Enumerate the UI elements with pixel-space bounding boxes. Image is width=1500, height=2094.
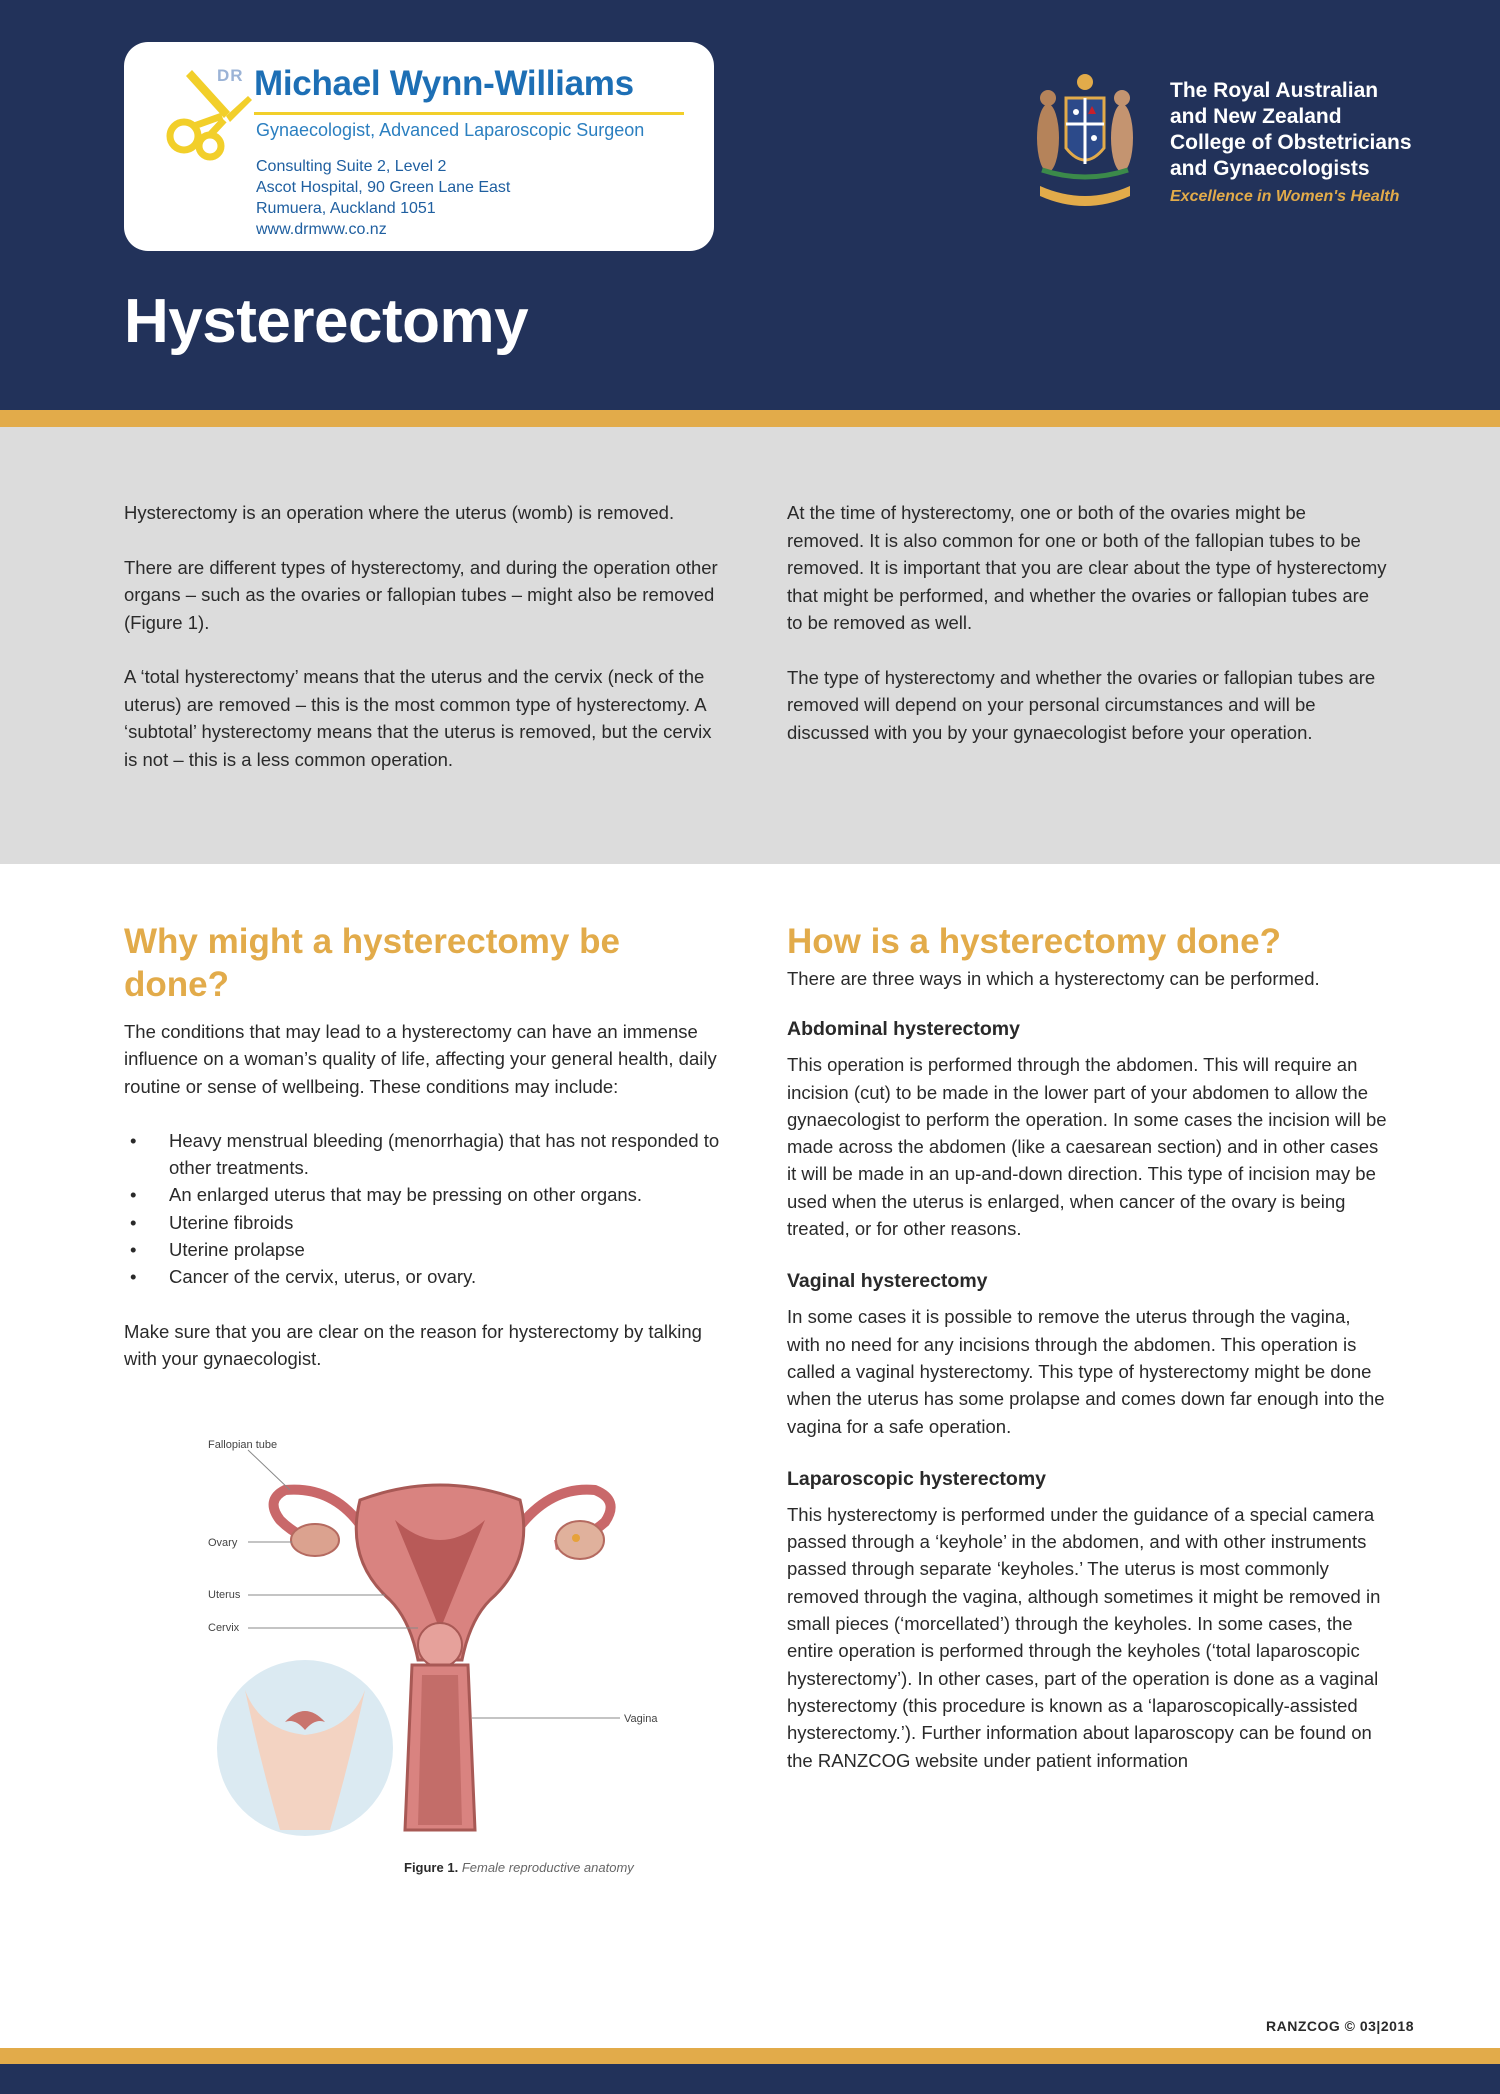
label-uterus: Uterus	[208, 1589, 241, 1601]
label-ovary: Ovary	[208, 1537, 238, 1549]
college-name-line: and New Zealand	[1170, 105, 1342, 128]
follicle	[572, 1534, 580, 1542]
why-intro: The conditions that may lead to a hysterectomy can have an immense influence on a woman’s quality of life, affecting your general health, daily routine or sense of wellbeing. These conditions may include:	[124, 1021, 717, 1097]
intro-panel	[0, 427, 1500, 864]
conditions-list	[124, 1127, 724, 1291]
figure-caption	[404, 1860, 634, 1875]
address-line: Consulting Suite 2, Level 2	[256, 158, 447, 175]
figure-caption-label: Figure 1.	[404, 1860, 459, 1875]
website-link[interactable]: www.drmww.co.nz	[256, 221, 387, 238]
right-ovary	[556, 1521, 604, 1559]
address-line: Rumuera, Auckland 1051	[256, 200, 436, 217]
vaginal-heading: Vaginal hysterectomy	[787, 1270, 988, 1293]
abdominal-heading: Abdominal hysterectomy	[787, 1018, 1020, 1041]
intro-paragraph: The type of hysterectomy and whether the ovaries or fallopian tubes are removed will depend on your personal circumstances and will be discussed with you by your gynaecologist before your operation.	[787, 666, 1376, 743]
anatomy-figure	[200, 1430, 690, 1850]
intro-paragraph: At the time of hysterectomy, one or both of the ovaries might be removed. It is also common for one or both of the fallopian tubes to be removed. It is important that you are clear about the type of hysterectomy that might be performed, and whether the ovaries or fallopian tubes are to be removed as well.	[787, 502, 1387, 633]
logo-dr: DR	[217, 66, 244, 85]
logo-underline	[254, 112, 684, 115]
why-closing: Make sure that you are clear on the reason for hysterectomy by talking with your gynaecologist.	[124, 1320, 702, 1369]
page-title: Hysterectomy	[124, 287, 529, 356]
label-vagina: Vagina	[624, 1713, 658, 1725]
label-fallopian-tube: Fallopian tube	[208, 1439, 278, 1451]
college-name-line: The Royal Australian	[1170, 79, 1379, 102]
how-heading: How is a hysterectomy done?	[787, 922, 1282, 961]
list-item: • Cancer of the cervix, uterus, or ovary.	[124, 1263, 724, 1290]
college-name-line: College of Obstetricians	[1170, 131, 1412, 154]
how-intro: There are three ways in which a hysterectomy can be performed.	[787, 968, 1320, 989]
college-crest-icon	[1026, 68, 1144, 218]
intro-paragraph: A ‘total hysterectomy’ means that the uterus and the cervix (neck of the uterus) are removed – this is the most common type of hysterectomy. A ‘subtotal’ hysterectomy means that the uterus is removed, but the cervix is not – this is a less common operation.	[124, 666, 712, 770]
left-ovary	[291, 1524, 339, 1556]
anatomy-illustration	[200, 1430, 690, 1850]
footer-copyright: RANZCOG © 03|2018	[1265, 2018, 1414, 2034]
footer-navy-band	[0, 2064, 1500, 2094]
intro-paragraph: There are different types of hysterectomy, and during the operation other organs – such as the ovaries or fallopian tubes – might also be removed (Figure 1).	[124, 556, 718, 633]
figure-caption-text: Female reproductive anatomy	[461, 1860, 634, 1875]
footer-gold-stripe	[0, 2048, 1500, 2064]
cervix-shape	[418, 1623, 462, 1667]
vaginal-text: In some cases it is possible to remove the uterus through the vagina, with no need for any incisions through the abdomen. This operation is called a vaginal hysterectomy. This type of hysterectomy might be done when the uterus has some prolapse and comes down far enough into the vagina for a safe operation.	[787, 1306, 1385, 1437]
doctor-name: Michael Wynn-Williams	[254, 64, 634, 103]
laparoscopic-text: This hysterectomy is performed under the guidance of a special camera passed through a ‘keyhole’ in the abdomen, and with other instruments passed through separate ‘keyholes.’ The uterus is most commonly removed through the vagina, although sometimes it might be removed in small pieces (‘morcellated’) through the keyholes. In some cases, the entire operation is performed through the keyholes (‘total laparoscopic hysterectomy’). In other cases, part of the operation is done as a vaginal hysterectomy (this procedure is known as a ‘laparoscopically-assisted hysterectomy.’). Further information about laparoscopy can be found on the RANZCOG website under patient information	[787, 1503, 1381, 1771]
intro-paragraph: Hysterectomy is an operation where the uterus (womb) is removed.	[124, 502, 675, 523]
header-gold-stripe	[0, 410, 1500, 427]
list-item: • An enlarged uterus that may be pressing on other organs.	[124, 1181, 724, 1208]
vaginal-canal	[418, 1675, 462, 1825]
intro-left-column	[124, 499, 724, 773]
list-item: • Uterine fibroids	[124, 1209, 724, 1236]
abdominal-text: This operation is performed through the abdomen. This will require an incision (cut) to be made in the lower part of your abdomen to allow the gynaecologist to perform the operation. In some cases the incision will be made across the abdomen (like a caesarean section) and in other cases it will be made in an up-and-down direction. This type of incision may be used when the uterus is enlarged, when cancer of the ovary is being treated, or for other reasons.	[787, 1054, 1387, 1240]
header-banner	[0, 0, 1500, 410]
why-section	[124, 920, 724, 1372]
laparoscopic-heading: Laparoscopic hysterectomy	[787, 1467, 1047, 1490]
doctor-logo-card	[124, 42, 714, 251]
leader-line	[248, 1450, 290, 1490]
college-name-block	[1170, 78, 1470, 206]
college-name-line: and Gynaecologists	[1170, 157, 1370, 180]
list-item: • Uterine prolapse	[124, 1236, 724, 1263]
doctor-address	[256, 156, 510, 240]
label-cervix: Cervix	[208, 1622, 240, 1634]
list-item: • Heavy menstrual bleeding (menorrhagia) that has not responded to other treatments.	[124, 1127, 724, 1182]
why-heading: Why might a hysterectomy be done?	[124, 922, 620, 1004]
doctor-specialty: Gynaecologist, Advanced Laparoscopic Surgeon	[256, 120, 645, 140]
address-line: Ascot Hospital, 90 Green Lane East	[256, 179, 511, 196]
intro-right-column	[787, 499, 1387, 746]
college-tagline: Excellence in Women's Health	[1170, 188, 1400, 205]
how-section	[787, 920, 1387, 1774]
